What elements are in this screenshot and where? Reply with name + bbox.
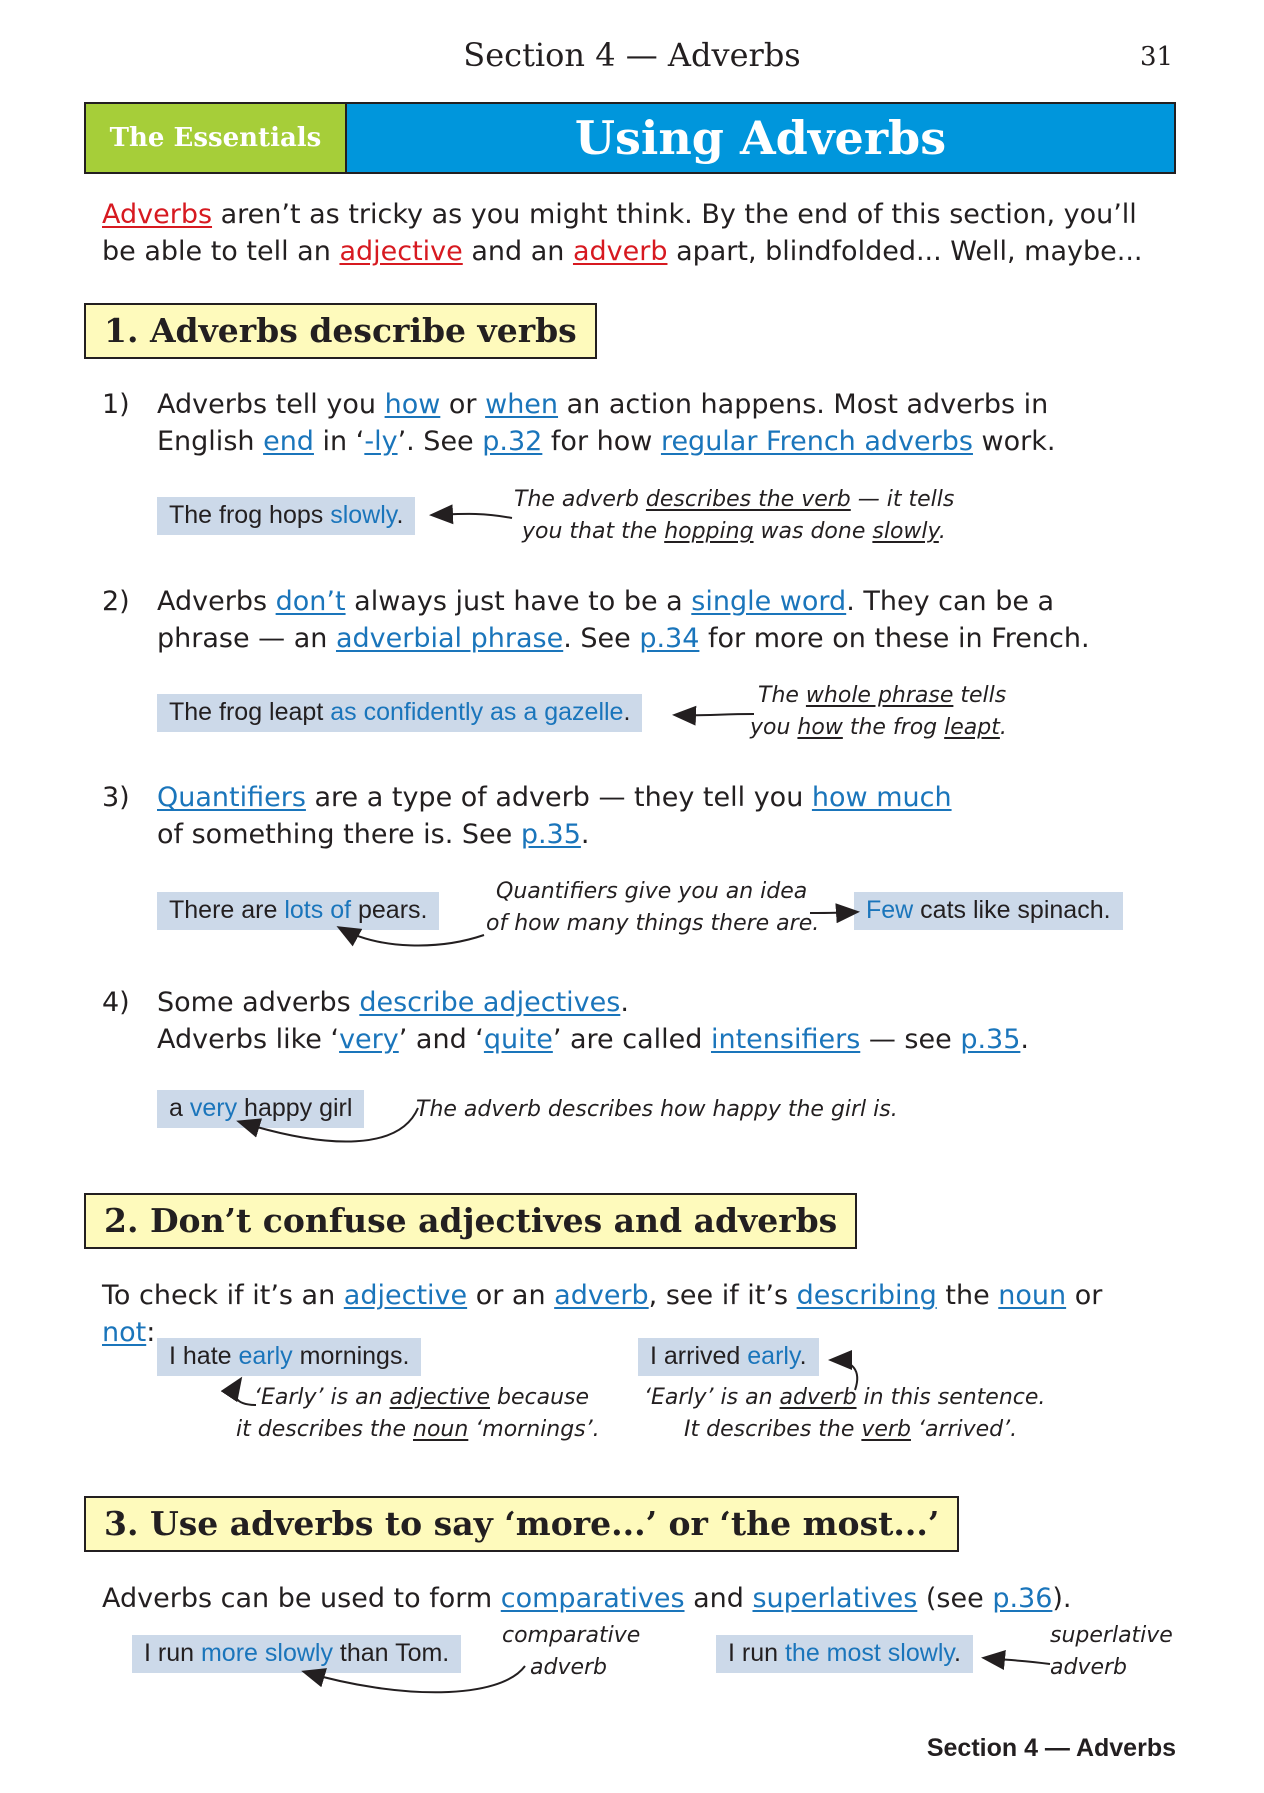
link-not[interactable]: not <box>102 1317 147 1348</box>
link-regular-french-adverbs[interactable]: regular French adverbs <box>660 426 973 457</box>
note-frog-hops: The adverb describes the verb — it tells you that the hopping was done slowly. <box>514 487 955 544</box>
link-end[interactable]: end <box>263 426 314 457</box>
link-quite[interactable]: quite <box>483 1024 553 1055</box>
page-number: 31 <box>1140 42 1174 72</box>
example-early-mornings: I hate early mornings. <box>157 1338 421 1376</box>
link-quantifiers[interactable]: Quantifiers <box>157 782 306 813</box>
note-comparative-adverb: comparative adverb <box>502 1623 641 1680</box>
link-p32[interactable]: p.32 <box>482 426 543 457</box>
link-noun[interactable]: noun <box>998 1280 1067 1311</box>
link-dont[interactable]: don’t <box>275 586 346 617</box>
example-frog-leapt: The frog leapt as confidently as a gazelle. <box>157 694 642 732</box>
point-1-text: Adverbs tell you how or when an action happens. Most adverbs in English end in ‘-ly’. See p.32 for how regular French adverbs work. <box>157 389 1056 457</box>
link-superlatives[interactable]: superlatives <box>752 1583 918 1614</box>
link-describing[interactable]: describing <box>796 1280 937 1311</box>
essentials-tag-label: The Essentials <box>109 123 322 153</box>
example-arrived-early: I arrived early. <box>638 1338 819 1376</box>
banner <box>84 102 1176 174</box>
point-4-number: 4) <box>102 987 130 1018</box>
example-very-happy-girl: a very happy girl <box>157 1090 364 1128</box>
link-adverbial-phrase[interactable]: adverbial phrase <box>335 623 564 654</box>
title-bar <box>347 104 1174 172</box>
link-p35[interactable]: p.35 <box>520 819 581 850</box>
note-quantifiers: Quantifiers give you an idea of how many things there are. <box>486 879 820 936</box>
section-3-heading: 3. Use adverbs to say ‘more...’ or ‘the most...’ <box>84 1496 959 1552</box>
link-adjective[interactable]: adjective <box>339 236 463 267</box>
link-adverb-2[interactable]: adverb <box>554 1280 649 1311</box>
example-few-cats: Few cats like spinach. <box>854 892 1123 930</box>
link-intensifiers[interactable]: intensifiers <box>710 1024 861 1055</box>
example-lots-of-pears: There are lots of pears. <box>157 892 439 930</box>
example-most-slowly: I run the most slowly. <box>716 1635 973 1673</box>
point-3-number: 3) <box>102 782 130 813</box>
link-adverbs[interactable]: Adverbs <box>102 199 213 230</box>
point-1-number: 1) <box>102 389 130 420</box>
section-1-heading: 1. Adverbs describe verbs <box>84 303 597 359</box>
running-header: Section 4 — Adverbs <box>463 36 801 74</box>
note-very-happy-girl: The adverb describes how happy the girl is. <box>416 1097 898 1122</box>
note-frog-leapt: The whole phrase tells you how the frog leapt. <box>750 683 1007 740</box>
link-p36[interactable]: p.36 <box>992 1583 1053 1614</box>
point-3-text: Quantifiers are a type of adverb — they tell you how much of something there is. See p.35. <box>157 782 952 850</box>
intro-text: aren’t as tricky as you might think. By the end of this section, you’ll <box>212 199 1137 230</box>
link-adverb[interactable]: adverb <box>572 236 668 267</box>
section-2-heading: 2. Don’t confuse adjectives and adverbs <box>84 1193 857 1249</box>
point-2-text: Adverbs don’t always just have to be a single word. They can be a phrase — an adverbial phrase. See p.34 for more on these in French. <box>157 586 1090 654</box>
arrow-most-slowly <box>985 1658 1050 1664</box>
running-footer: Section 4 — Adverbs <box>926 1734 1176 1762</box>
note-early-adjective: ‘Early’ is an adjective because it describes the noun ‘mornings’. <box>236 1385 600 1442</box>
intro-text: apart, blindfolded... Well, maybe... <box>667 236 1143 267</box>
link-p35-b[interactable]: p.35 <box>960 1024 1021 1055</box>
link-single-word[interactable]: single word <box>691 586 847 617</box>
essentials-tag <box>86 104 347 172</box>
page-title: Using Adverbs <box>574 111 947 165</box>
link-adjective-2[interactable]: adjective <box>343 1280 468 1311</box>
section-3-text: Adverbs can be used to form comparatives and superlatives (see p.36). <box>102 1583 1072 1614</box>
intro-text: be able to tell an <box>102 236 340 267</box>
arrow-lots-of <box>340 928 484 945</box>
link-comparatives[interactable]: comparatives <box>500 1583 685 1614</box>
link-how-much[interactable]: how much <box>811 782 952 813</box>
note-early-adverb: ‘Early’ is an adverb in this sentence. It describes the verb ‘arrived’. <box>644 1385 1046 1442</box>
link-p34[interactable]: p.34 <box>639 623 700 654</box>
intro-text: and an <box>462 236 573 267</box>
point-2-number: 2) <box>102 586 130 617</box>
section-2-text: To check if it’s an adjective or an adverb, see if it’s describing the noun or not: <box>102 1280 1103 1348</box>
example-more-slowly: I run more slowly than Tom. <box>132 1635 461 1673</box>
link-when[interactable]: when <box>485 389 559 420</box>
link-very[interactable]: very <box>339 1024 399 1055</box>
example-frog-hops: The frog hops slowly. <box>157 497 415 535</box>
point-4-text: Some adverbs describe adjectives. Adverbs like ‘very’ and ‘quite’ are called intensifiers — see p.35. <box>157 987 1029 1055</box>
link-describe-adjectives[interactable]: describe adjectives <box>359 987 621 1018</box>
arrow-frog-leapt <box>676 714 754 715</box>
arrow-frog-hops <box>433 514 512 518</box>
link-how[interactable]: how <box>384 389 441 420</box>
intro-paragraph <box>102 196 1162 270</box>
link-ly[interactable]: -ly <box>364 426 398 457</box>
note-superlative-adverb: superlative adverb <box>1050 1623 1173 1680</box>
